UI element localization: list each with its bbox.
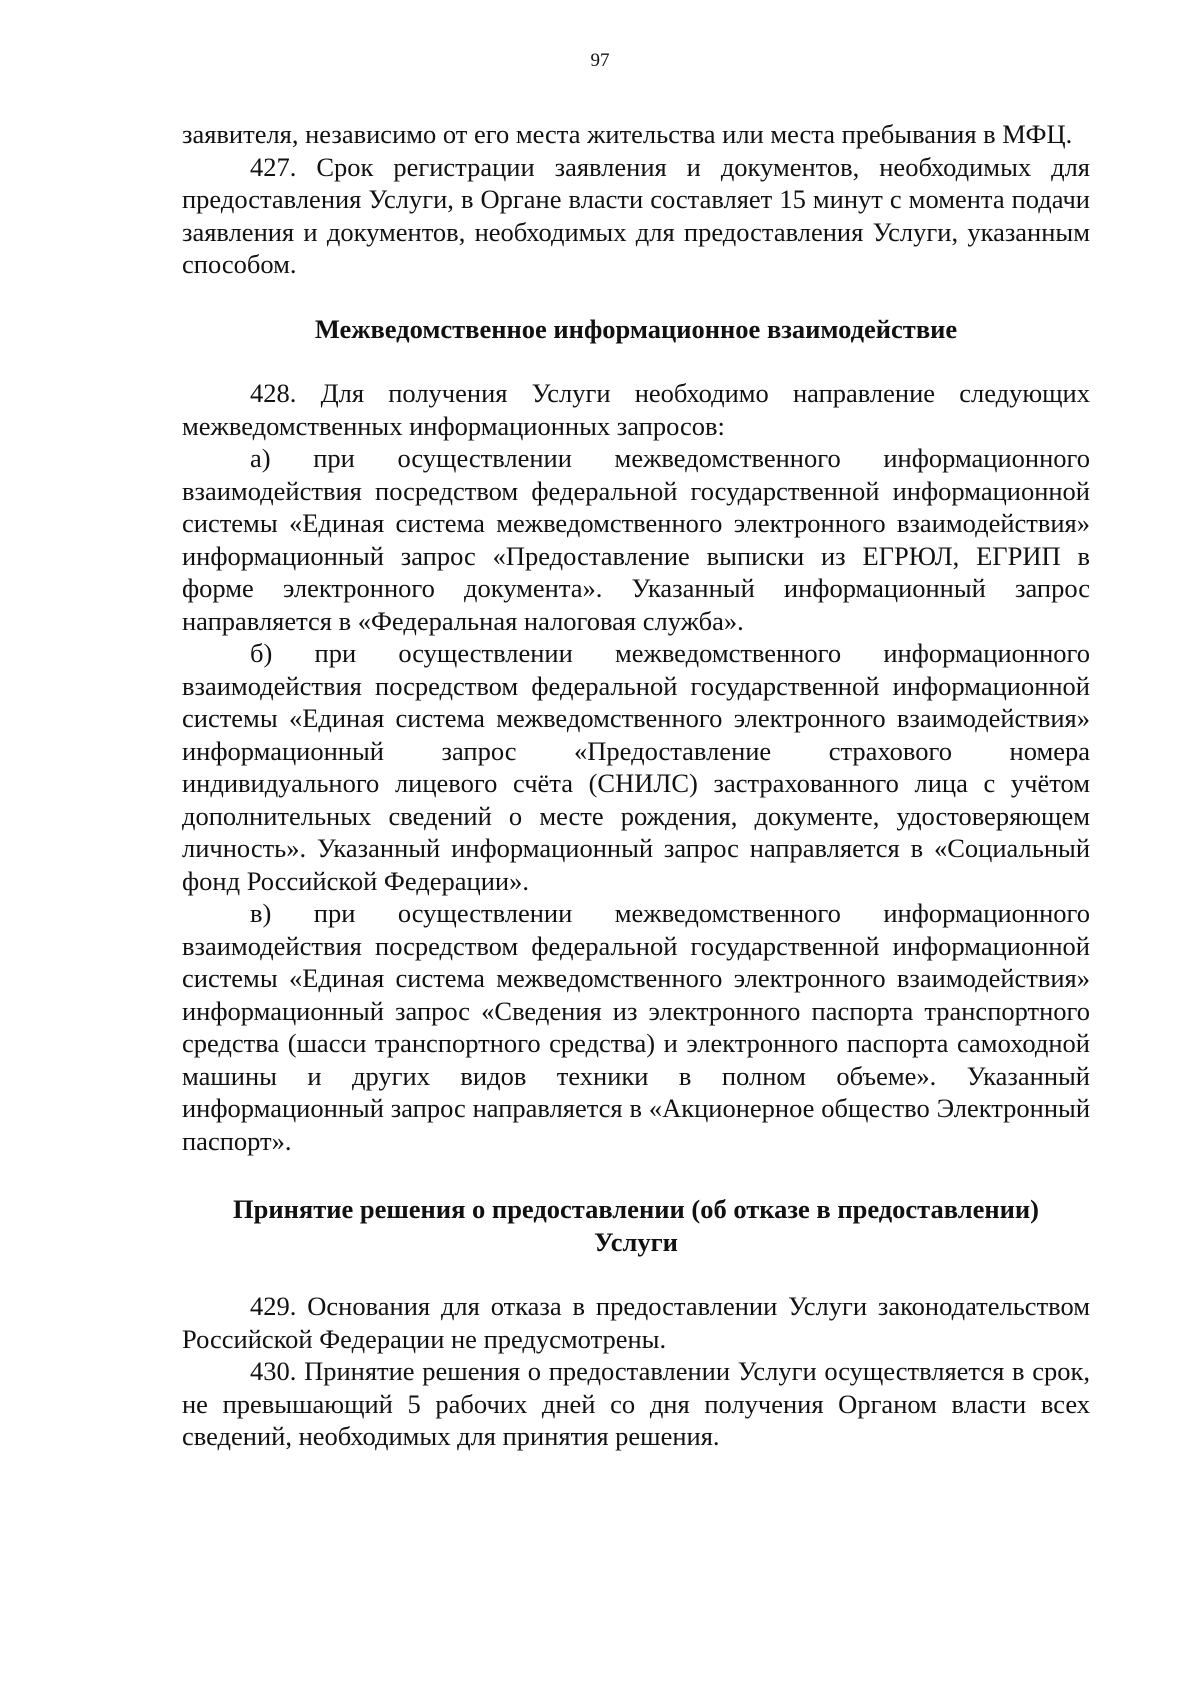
section-heading-decision <box>182 1193 1090 1258</box>
paragraph-continuation: заявителя, независимо от его места жительства или места пребывания в МФЦ. <box>182 119 1073 149</box>
paragraph-427: 427. Срок регистрации заявления и документов, необходимых для предоставления Услуги, в Органе власти составляет 15 минут с момента подачи заявления и документов, необходимых для предоставления Услуги, указанным способом. <box>182 151 1090 279</box>
paragraph-429: 429. Основания для отказа в предоставлении Услуги законодательством Российской Федерации не предусмотрены. <box>182 1291 1090 1354</box>
paragraph-428-v: в) при осуществлении межведомственного информационного взаимодействия посредством федеральной государственной информационной системы «Единая система межведомственного электронного взаимодействия» информационный запрос «Сведения из электронного паспорта транспортного средства (шасси транспортного средства) и электронного паспорта самоходной машины и других видов техники в полном объеме». Указанный информационный запрос направляется в «Акционерное общество Электронный паспорт». <box>182 898 1090 1156</box>
paragraph-428-a: а) при осуществлении межведомственного информационного взаимодействия посредством федеральной государственной информационной системы «Единая система межведомственного электронного взаимодействия» информационный запрос «Предоставление выписки из ЕГРЮЛ, ЕГРИП в форме электронного документа». Указанный информационный запрос направляется в «Федеральная налоговая служба». <box>182 443 1090 636</box>
paragraph-430: 430. Принятие решения о предоставлении Услуги осуществляется в срок, не превышающий 5 рабочих дней со дня получения Органом власти всех сведений, необходимых для принятия решения. <box>182 1356 1090 1451</box>
paragraph-428-b: б) при осуществлении межведомственного информационного взаимодействия посредством федеральной государственной информационной системы «Единая система межведомственного электронного взаимодействия» информационный запрос «Предоставление страхового номера индивидуального лицевого счёта (СНИЛС) застрахованного лица с учётом дополнительных сведений о месте рождения, документе, удостоверяющем личность». Указанный информационный запрос направляется в «Социальный фонд Российской Федерации». <box>182 638 1090 896</box>
document-body <box>182 118 1090 1453</box>
page-number: 97 <box>590 50 610 71</box>
paragraph-428: 428. Для получения Услуги необходимо направление следующих межведомственных информационных запросов: <box>182 378 1090 441</box>
section-heading-decision-line2: Услуги <box>594 1226 678 1257</box>
section-heading-interagency: Межведомственное информационное взаимодействие <box>314 313 958 344</box>
section-heading-decision-line1: Принятие решения о предоставлении (об отказе в предоставлении) <box>233 1194 1039 1224</box>
